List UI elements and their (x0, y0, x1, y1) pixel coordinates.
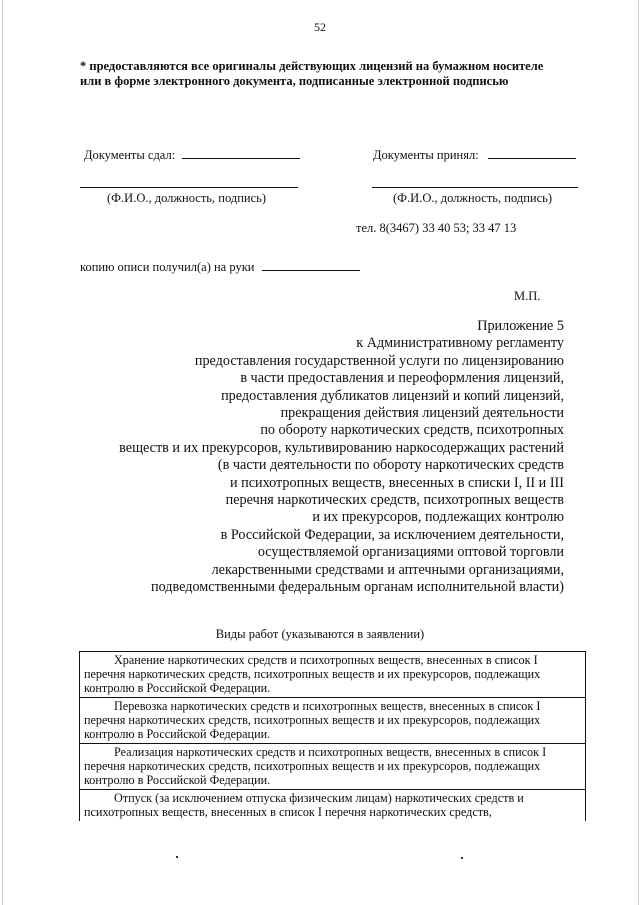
copy-received (80, 258, 360, 275)
work-line: контролю в Российской Федерации. (84, 773, 271, 787)
appendix-line: лекарственными средствами и аптечными организациями, (211, 561, 564, 578)
phone-number: тел. 8(3467) 33 40 53; 33 47 13 (356, 221, 517, 235)
copy-received-label: копию описи получил(а) на руки (80, 260, 255, 274)
works-caption: Виды работ (указываются в заявлении) (215, 627, 425, 641)
table-cell (80, 698, 586, 744)
scan-speck (176, 856, 178, 858)
scan-edge-left (2, 0, 3, 905)
documents-handed (84, 146, 300, 163)
table-cell (80, 744, 586, 790)
work-first-line: Перевозка наркотических средств и психотропных веществ, внесенных в список I (114, 699, 541, 713)
table-row (80, 744, 586, 790)
documents-received (373, 146, 576, 163)
table-row (80, 652, 586, 698)
work-first-line: Реализация наркотических средств и психотропных веществ, внесенных в список I (114, 745, 547, 759)
table-cell (80, 790, 586, 822)
appendix-line: и их прекурсоров, подлежащих контролю (312, 509, 564, 526)
work-line: контролю в Российской Федерации. (84, 727, 271, 741)
work-line: перечня наркотических средств, психотропных веществ и их прекурсоров, подлежащих (84, 667, 541, 681)
appendix-line: в части предоставления и переоформления лицензий, (240, 370, 564, 387)
work-line: психотропных веществ, внесенных в список I перечня наркотических средств, (84, 805, 492, 819)
note-line-1: * предоставляются все оригиналы действующих лицензий на бумажном носителе (80, 59, 544, 73)
documents-handed-line (182, 146, 300, 159)
left-signature-line (80, 187, 298, 188)
right-signature-caption: (Ф.И.О., должность, подпись) (393, 191, 552, 205)
page-number: 52 (314, 20, 326, 34)
documents-handed-label: Документы сдал: (84, 148, 176, 162)
work-line: перечня наркотических средств, психотропных веществ и их прекурсоров, подлежащих (84, 759, 541, 773)
appendix-line: в Российской Федерации, за исключением деятельности, (220, 526, 564, 543)
scan-speck (461, 857, 463, 859)
work-first-line: Хранение наркотических средств и психотропных веществ, внесенных в список I (114, 653, 538, 667)
appendix-line: предоставления государственной услуги по лицензированию (194, 352, 564, 369)
work-line: перечня наркотических средств, психотропных веществ и их прекурсоров, подлежащих (84, 713, 541, 727)
appendix-title: Приложение 5 (477, 318, 564, 334)
appendix-line: прекращения действия лицензий деятельности (280, 405, 564, 422)
appendix-line: подведомственными федеральным органам исполнительной власти) (151, 579, 564, 596)
appendix-line: к Административному регламенту (356, 335, 564, 352)
stamp-place: М.П. (514, 289, 541, 303)
appendix-line: веществ и их прекурсоров, культивированию наркосодержащих растений (119, 439, 564, 456)
work-first-line: Отпуск (за исключением отпуска физическим лицам) наркотических средств и (114, 791, 524, 805)
appendix-line: предоставления дубликатов лицензий и копий лицензий, (221, 387, 564, 404)
right-signature-line (372, 187, 578, 188)
documents-received-line (488, 146, 576, 159)
appendix-line: перечня наркотических средств, психотропных веществ (225, 492, 564, 509)
left-signature-caption: (Ф.И.О., должность, подпись) (107, 191, 266, 205)
works-table (79, 651, 586, 821)
documents-received-label: Документы принял: (373, 148, 479, 162)
table-row (80, 790, 586, 822)
appendix-line: по обороту наркотических средств, психотропных (260, 422, 564, 439)
appendix-line: и психотропных веществ, внесенных в списки I, II и III (229, 474, 564, 491)
copy-received-line (262, 258, 360, 271)
table-row (80, 698, 586, 744)
note-line-2: или в форме электронного документа, подписанные электронной подписью (80, 74, 509, 88)
scan-edge-right (638, 0, 639, 905)
appendix-header (119, 318, 564, 597)
work-line: контролю в Российской Федерации. (84, 681, 271, 695)
appendix-line: осуществляемой организациями оптовой торговли (257, 544, 564, 561)
table-cell (80, 652, 586, 698)
originals-note (80, 59, 543, 89)
appendix-line: (в части деятельности по обороту наркотических средств (217, 457, 564, 474)
